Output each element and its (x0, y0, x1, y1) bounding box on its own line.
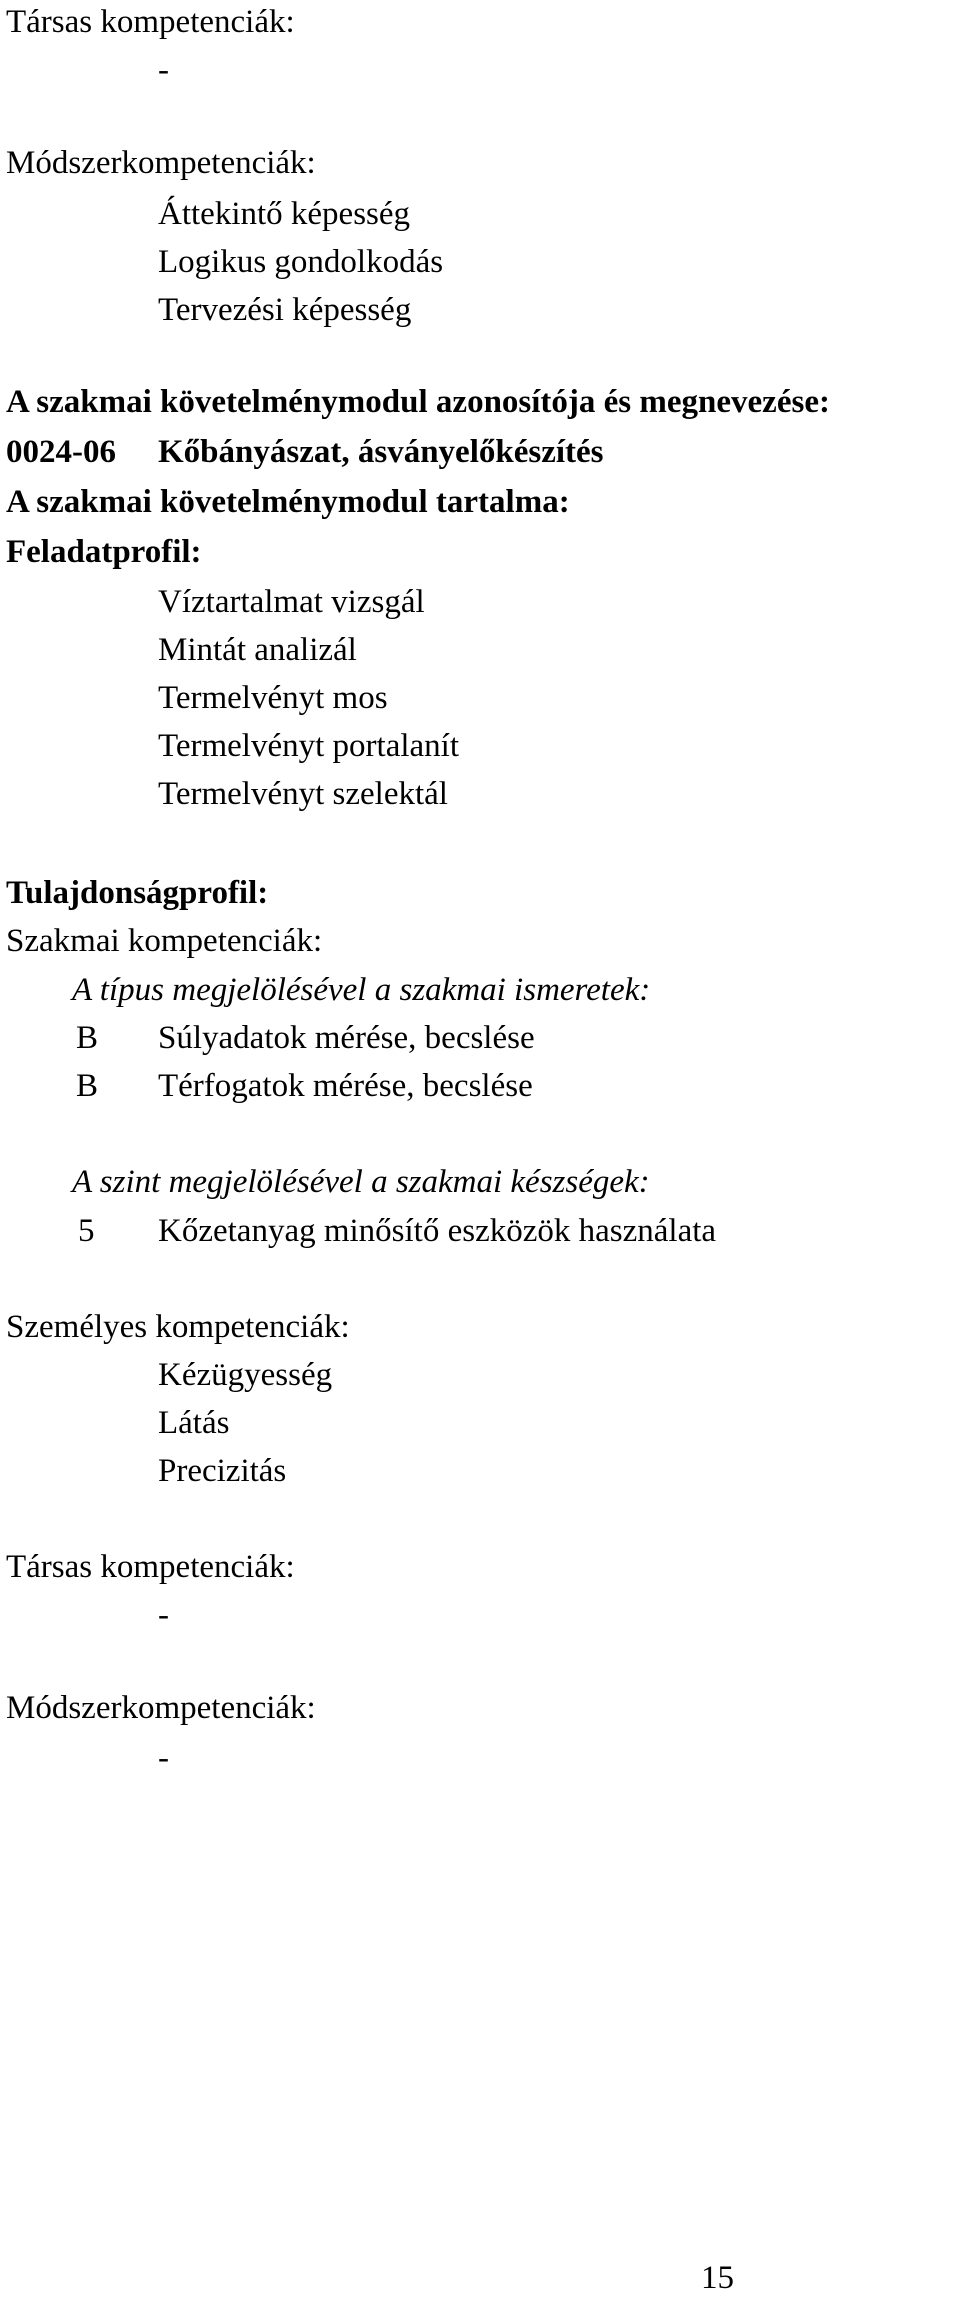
keszseg-text: Kőzetanyag minősítő eszközök használata (158, 1213, 717, 1249)
tarsas-kompetenciak-heading: Társas kompetenciák: (6, 1549, 295, 1585)
tarsas-kompetenciak-dash: - (158, 1597, 169, 1633)
ismeret-type-code: B (76, 1068, 99, 1104)
tarsas-kompetenciak-dash: - (158, 52, 169, 88)
ismeret-text: Térfogatok mérése, becslése (158, 1068, 533, 1104)
modszer-item: Áttekintő képesség (158, 196, 411, 232)
szemelyes-item: Precizitás (158, 1453, 287, 1489)
feladatprofil-item: Termelvényt portalanít (158, 728, 459, 764)
modszerkompetenciak-dash: - (158, 1740, 169, 1776)
feladatprofil-item: Termelvényt szelektál (158, 776, 448, 812)
ismeret-type-code: B (76, 1020, 99, 1056)
modszer-item: Logikus gondolkodás (158, 244, 444, 280)
feladatprofil-heading: Feladatprofil: (6, 534, 202, 570)
module-code: 0024-06 (6, 434, 116, 470)
szemelyes-item: Látás (158, 1405, 230, 1441)
module-content-heading: A szakmai követelménymodul tartalma: (6, 484, 570, 520)
szemelyes-kompetenciak-heading: Személyes kompetenciák: (6, 1309, 350, 1345)
modszerkompetenciak-heading: Módszerkompetenciák: (6, 1690, 316, 1726)
page-number: 15 (701, 2260, 734, 2296)
ismeretek-heading: A típus megjelölésével a szakmai ismeretek: (72, 972, 651, 1008)
feladatprofil-item: Mintát analizál (158, 632, 357, 668)
tulajdonsagprofil-heading: Tulajdonságprofil: (6, 875, 269, 911)
szemelyes-item: Kézügyesség (158, 1357, 333, 1393)
feladatprofil-item: Víztartalmat vizsgál (158, 584, 425, 620)
ismeret-text: Súlyadatok mérése, becslése (158, 1020, 535, 1056)
keszseg-level-code: 5 (78, 1213, 95, 1249)
module-id-heading: A szakmai követelménymodul azonosítója és megnevezése: (6, 384, 830, 420)
tarsas-kompetenciak-heading: Társas kompetenciák: (6, 4, 295, 40)
szakmai-kompetenciak-heading: Szakmai kompetenciák: (6, 923, 323, 959)
feladatprofil-item: Termelvényt mos (158, 680, 388, 716)
module-name: Kőbányászat, ásványelőkészítés (158, 434, 604, 470)
modszerkompetenciak-heading: Módszerkompetenciák: (6, 145, 316, 181)
modszer-item: Tervezési képesség (158, 292, 412, 328)
keszsegek-heading: A szint megjelölésével a szakmai készségek: (72, 1164, 650, 1200)
